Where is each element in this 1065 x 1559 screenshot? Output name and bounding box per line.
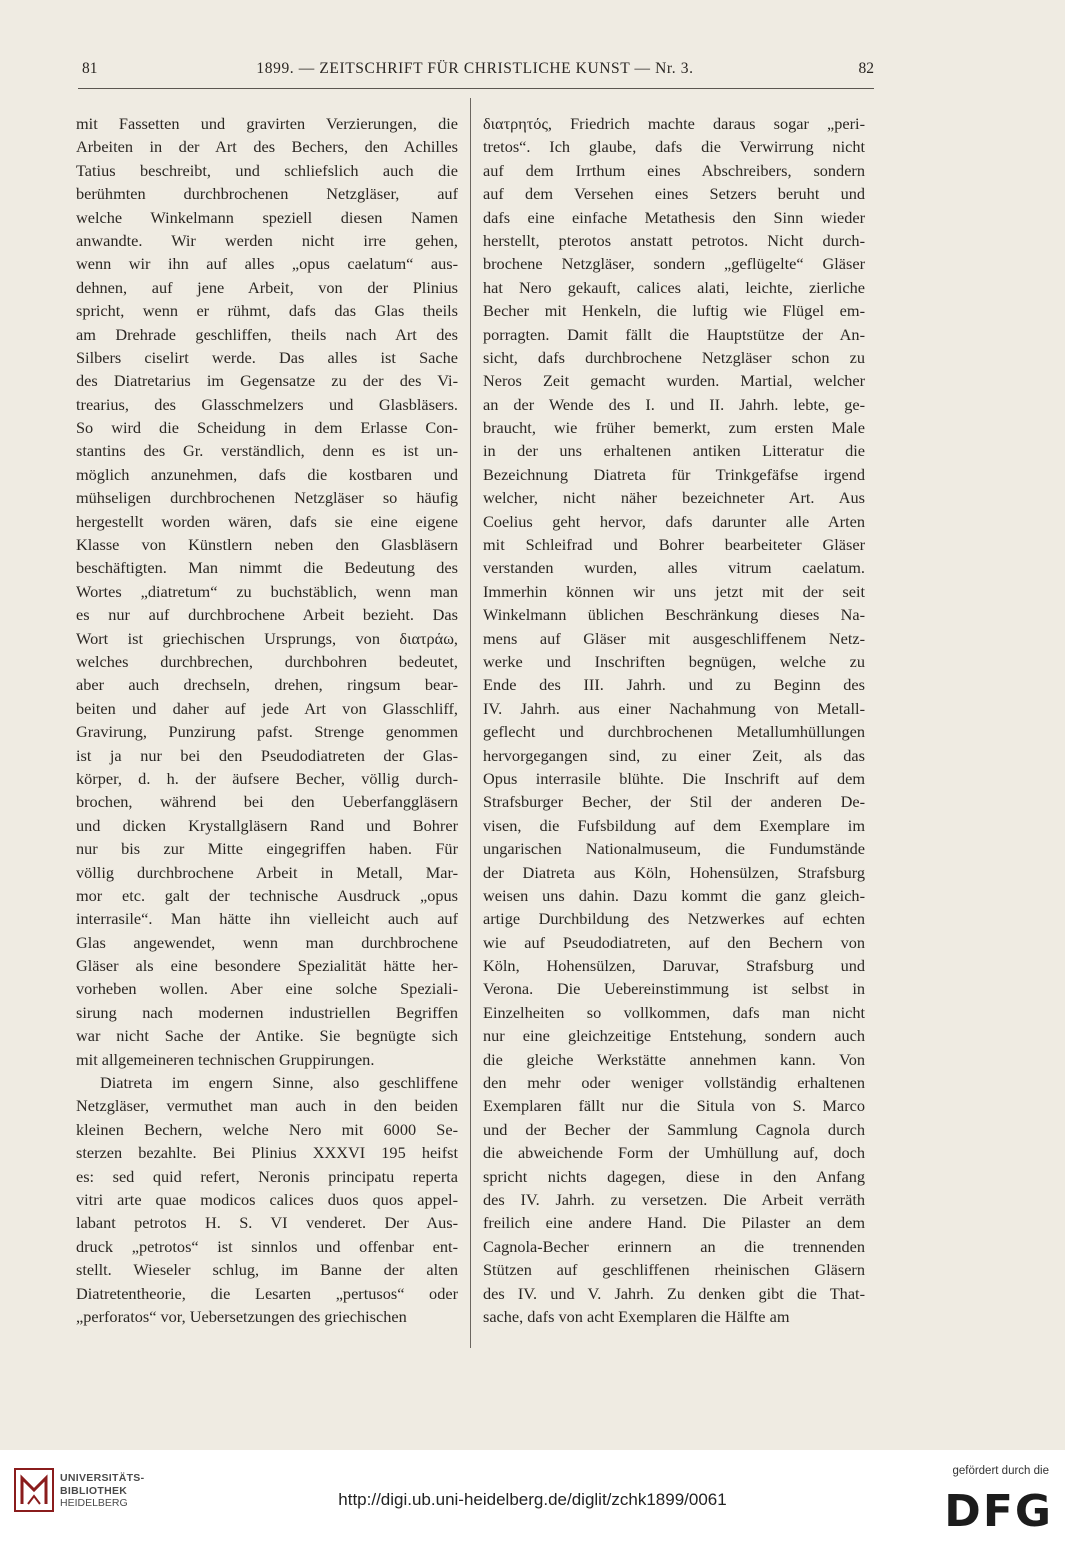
text-line: herstellt, pterotos anstatt petrotos. Nicht durch- — [483, 230, 865, 250]
text-line: dehnen, auf jene Arbeit, von der Plinius — [76, 277, 458, 297]
text-line: und dicken Krystallgläsern Rand und Bohrer — [76, 815, 458, 835]
text-line: Tatius beschreibt, und schliefslich auch die — [76, 160, 458, 180]
text-line: Einzelheiten so vollkommen, dafs man nicht — [483, 1002, 865, 1022]
text-line: mor etc. galt der technische Ausdruck „opus — [76, 885, 458, 905]
text-line: die abweichende Form der Umhüllung auf, doch — [483, 1143, 865, 1163]
text-line: vitri arte quae modicos calices duos quos appel- — [76, 1189, 458, 1209]
text-line: beiten und daher auf jede Art von Glasschliff, — [76, 698, 458, 718]
permalink-url[interactable]: http://digi.ub.uni-heidelberg.de/diglit/zchk1899/0061 — [338, 1490, 727, 1509]
left-column — [76, 112, 458, 1328]
text-line: Winkelmann üblichen Beschränkung dieses Na- — [483, 605, 865, 625]
text-line: dafs eine einfache Metathesis den Sinn wieder — [483, 207, 865, 227]
text-line: Neros Zeit gemacht wurden. Martial, welcher — [483, 371, 865, 391]
text-line: mit Fassetten und gravirten Verzierungen, die — [76, 114, 458, 133]
text-line: geflecht und durchbrochenen Metallumhüllungen — [483, 722, 865, 742]
text-line: Netzgläser, vermuthet man auch in den beiden — [76, 1096, 458, 1116]
text-line: weisen uns dahin. Dazu kommt die ganz gleich- — [483, 885, 865, 905]
text-line: mit allgemeineren technischen Gruppirungen. — [76, 1049, 375, 1069]
text-line: So wird die Scheidung in dem Erlasse Con- — [76, 418, 458, 438]
text-line: trearius, des Glasschmelzers und Glasbläsers. — [76, 394, 458, 414]
text-line: welche Winkelmann speziell diesen Namen — [76, 207, 458, 227]
column-divider — [470, 98, 471, 1348]
text-line: stellt. Wieseler schlug, im Banne der alten — [76, 1260, 458, 1280]
text-line: der Diatreta aus Köln, Hohensülzen, Strafsburg — [483, 862, 865, 882]
text-line: spricht, wenn er rühmt, dafs das Glas theils — [76, 301, 458, 321]
text-line: hervorgegangen sind, zu einer Zeit, als das — [483, 745, 865, 765]
text-line: anwandte. Wir werden nicht irre gehen, — [76, 230, 458, 250]
digitization-footer — [0, 1450, 1065, 1559]
institution-line-3: HEIDELBERG — [60, 1497, 128, 1509]
text-line: aber auch drechseln, drehen, ringsum bear- — [76, 675, 458, 695]
text-line: διατρητός, Friedrich machte daraus sogar „peri- — [483, 114, 865, 133]
text-line: den mehr oder weniger vollständig erhaltenen — [483, 1073, 865, 1093]
text-line: völlig durchbrochene Arbeit in Metall, Mar- — [76, 862, 458, 882]
text-line: Ende des III. Jahrh. und zu Beginn des — [483, 675, 865, 695]
institution-line-2: BIBLIOTHEK — [60, 1484, 128, 1497]
text-line: Diatreta im engern Sinne, also geschliffene — [100, 1073, 458, 1093]
text-line: Becher mit Henkeln, die luftig wie Flügel em- — [483, 301, 865, 321]
text-line: sache, dafs von acht Exemplaren die Hälfte am — [483, 1306, 790, 1326]
text-line: nur bis zur Mitte eingegriffen haben. Für — [76, 839, 458, 859]
text-line: kleinen Bechern, welche Nero mit 6000 Se- — [76, 1119, 458, 1139]
text-line: porragten. Damit fällt die Hauptstütze der An- — [483, 324, 865, 344]
text-line: auf dem Versehen eines Setzers beruht und — [483, 184, 865, 204]
text-line: IV. Jahrh. aus einer Nachahmung von Metall- — [483, 698, 865, 718]
text-line: Gläser als eine besondere Spezialität hätte her- — [76, 956, 458, 976]
text-line: Coelius geht hervor, dafs darunter alle Arten — [483, 511, 865, 531]
text-line: wenn wir ihn auf alles „opus caelatum“ aus- — [76, 254, 458, 274]
text-line: Exemplaren fällt nur die Situla von S. Marco — [483, 1096, 865, 1116]
text-line: sicht, dafs durchbrochene Netzgläser schon zu — [483, 347, 865, 367]
text-line: freilich eine andere Hand. Die Pilaster an dem — [483, 1213, 865, 1233]
text-line: Strafsburger Becher, der Stil der anderen De- — [483, 792, 865, 812]
journal-title: 1899. — ZEITSCHRIFT FÜR CHRISTLICHE KUNST — Nr. 3. — [256, 60, 694, 77]
text-line: welcher, nicht näher bezeichneter Art. Aus — [483, 488, 865, 508]
text-line: wie auf Pseudodiatreten, auf den Bechern von — [483, 932, 865, 952]
page-number-left: 81 — [82, 60, 98, 77]
text-line: spricht nichts dagegen, diese in den Anfang — [483, 1166, 865, 1186]
text-line: hergestellt worden wären, dafs sie eine eigene — [76, 511, 458, 531]
text-line: artige Durchbildung des Netzwerkes auf echten — [483, 909, 865, 929]
right-column — [483, 112, 865, 1328]
text-line: stantins des Gr. verständlich, denn es ist un- — [76, 441, 458, 461]
text-line: am Drehrade geschliffen, theils nach Art des — [76, 324, 458, 344]
text-line: Wortes „diatretum“ zu buchstäblich, wenn man — [76, 581, 458, 601]
text-line: Diatretentheorie, die Lesarten „pertusos“ oder — [76, 1283, 458, 1303]
text-line: Silbers ciselirt werde. Das alles ist Sache — [76, 347, 458, 367]
text-line: braucht, wie früher bemerkt, zum ersten Male — [483, 418, 865, 438]
text-line: mit Schleifrad und Bohrer bearbeiteter Gläser — [483, 535, 865, 555]
funded-by-label: gefördert durch die — [952, 1465, 1049, 1477]
text-line: auf dem Irrthum eines Abschreibers, sondern — [483, 160, 865, 180]
text-line: tretos“. Ich glaube, dafs die Verwirrung nicht — [483, 137, 865, 157]
text-line: sirung nach modernen industriellen Begriffen — [76, 1002, 458, 1022]
text-line: mühseligen durchbrochenen Netzgläser so häufig — [76, 488, 458, 508]
text-line: Bezeichnung Diatreta für Trinkgefäfse irgend — [483, 464, 865, 484]
text-line: körper, d. h. der äufsere Becher, völlig durch- — [76, 768, 458, 788]
text-line: Verona. Die Uebereinstimmung ist selbst in — [483, 979, 865, 999]
page-number-right: 82 — [858, 60, 874, 77]
text-line: Wort ist griechischen Ursprungs, von διατράω, — [76, 628, 458, 648]
text-line: an der Wende des I. und II. Jahrh. lebte, ge- — [483, 394, 865, 414]
text-line: berühmten durchbrochenen Netzgläser, auf — [76, 184, 458, 204]
text-line: Gravirung, Punzirung pafst. Strenge genommen — [76, 722, 458, 742]
text-line: Stützen auf geschliffenen rheinischen Gläsern — [483, 1260, 865, 1280]
text-line: des Diatretarius im Gegensatze zu der des Vi- — [76, 371, 458, 391]
institution-line-1: UNIVERSITÄTS- — [60, 1472, 145, 1484]
text-line: es: sed quid refert, Neronis principatu reperta — [76, 1166, 458, 1186]
text-line: welches durchbrechen, durchbohren bedeutet, — [76, 651, 458, 671]
dfg-logo: DFG — [944, 1486, 1053, 1537]
text-line: und der Becher der Sammlung Cagnola durch — [483, 1119, 865, 1139]
text-line: hat Nero gekauft, calices alati, leichte, zierliche — [483, 277, 865, 297]
text-line: ist ja nur bei den Pseudodiatreten der Glas- — [76, 745, 458, 765]
text-line: ungarischen Nationalmuseum, die Fundumstände — [483, 839, 865, 859]
header-rule — [78, 88, 874, 89]
text-line: Immerhin können wir uns jetzt mit der seit — [483, 581, 865, 601]
text-line: labant petrotos H. S. VI venderet. Der Aus- — [76, 1213, 458, 1233]
text-line: es nur auf durchbrochene Arbeit bezieht. Das — [76, 605, 458, 625]
text-line: war nicht Sache der Antike. Sie begnügte sich — [76, 1026, 458, 1046]
text-line: druck „petrotos“ ist sinnlos und offenbar ent- — [76, 1236, 458, 1256]
text-line: Köln, Hohensülzen, Daruvar, Strafsburg und — [483, 956, 865, 976]
text-line: Cagnola-Becher erinnern an die trennenden — [483, 1236, 865, 1256]
text-line: in der uns erhaltenen antiken Litteratur die — [483, 441, 865, 461]
text-line: brochene Netzgläser, sondern „geflügelte“ Gläser — [483, 254, 865, 274]
text-line: mens auf Gläser mit ausgeschliffenem Netz- — [483, 628, 865, 648]
text-line: Arbeiten in der Art des Bechers, den Achilles — [76, 137, 458, 157]
text-line: interrasile“. Man hätte ihn vielleicht auch auf — [76, 909, 458, 929]
text-line: brochen, während bei den Ueberfanggläsern — [76, 792, 458, 812]
text-line: visen, die Fufsbildung auf dem Exemplare im — [483, 815, 865, 835]
text-line: die gleiche Werkstätte annehmen kann. Von — [483, 1049, 865, 1069]
text-line: beschäftigten. Man nimmt die Bedeutung des — [76, 558, 458, 578]
text-line: vorheben wollen. Aber eine solche Speziali- — [76, 979, 458, 999]
text-line: werke und Inschriften begnügen, welche zu — [483, 651, 865, 671]
text-line: verstanden wurden, alles vitrum caelatum. — [483, 558, 865, 578]
text-line: sterzen bezahlte. Bei Plinius XXXVI 195 heifst — [76, 1143, 458, 1163]
text-line: des IV. und V. Jahrh. Zu denken gibt die That- — [483, 1283, 865, 1303]
text-line: „perforatos“ vor, Uebersetzungen des griechischen — [76, 1306, 407, 1326]
text-line: des IV. Jahrh. zu versetzen. Die Arbeit verräth — [483, 1189, 865, 1209]
text-line: Glas angewendet, wenn man durchbrochene — [76, 932, 458, 952]
text-line: Opus interrasile blühte. Die Inschrift auf dem — [483, 768, 865, 788]
text-line: möglich anzunehmen, dafs die kostbaren und — [76, 464, 458, 484]
running-header — [70, 60, 880, 84]
text-line: nur eine gleichzeitige Entstehung, sondern auch — [483, 1026, 865, 1046]
text-line: Klasse von Künstlern neben den Glasbläsern — [76, 535, 458, 555]
